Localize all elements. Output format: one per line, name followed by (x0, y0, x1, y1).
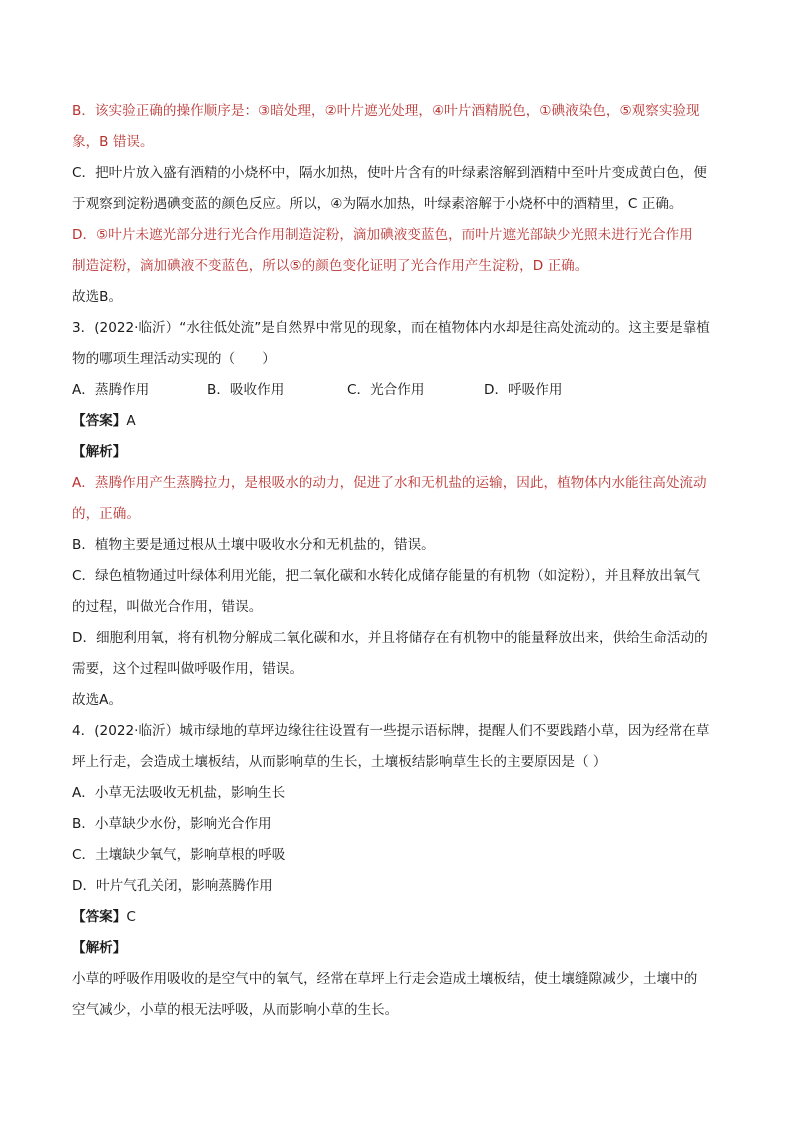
q3-analysis-d-line-1: D．细胞利用氧，将有机物分解成二氧化碳和水，并且将储存在有机物中的能量释放出来，供给生命活动的 (72, 630, 708, 646)
q4-answer (72, 902, 724, 933)
q2-option-c-analysis-line-2: 于观察到淀粉遇碘变蓝的颜色反应。所以，④为隔水加热，叶绿素溶解于小烧杯中的酒精里，C 正确。 (72, 196, 683, 212)
q3-answer (72, 406, 724, 437)
q2-option-b-analysis-line-1: B．该实验正确的操作顺序是：③暗处理，②叶片遮光处理，④叶片酒精脱色，①碘液染色，⑤观察实验现 (72, 103, 700, 119)
q4-stem-line-2: 坪上行走，会造成土壤板结，从而影响草的生长，土壤板结影响草生长的主要原因是（ ） (72, 754, 607, 770)
q3-conclusion: 故选A。 (72, 692, 123, 708)
q4-option-c: C．土壤缺少氧气，影响草根的呼吸 (72, 847, 286, 863)
q2-option-b-analysis-line-2: 象，B 错误。 (72, 134, 154, 150)
q4-analysis-line-2: 空气减少，小草的根无法呼吸，从而影响小草的生长。 (72, 1002, 399, 1018)
q4-answer-tag: 【答案】 (72, 909, 127, 925)
q4-option-d: D．叶片气孔关闭，影响蒸腾作用 (72, 878, 273, 894)
q4-option-a: A．小草无法吸收无机盐，影响生长 (72, 785, 286, 801)
q4-answer-value: C (126, 909, 136, 925)
q3-option-b: B．吸收作用 (207, 382, 285, 398)
q4-option-b: B．小草缺少水份，影响光合作用 (72, 816, 272, 832)
q3-option-d: D．呼吸作用 (484, 382, 563, 398)
q2-option-d-analysis-line-2: 制造淀粉，滴加碘液不变蓝色，所以⑤的颜色变化证明了光合作用产生淀粉，D 正确。 (72, 258, 589, 274)
q3-answer-tag: 【答案】 (72, 413, 127, 429)
q3-analysis-c-line-2: 的过程，叫做光合作用，错误。 (72, 599, 263, 615)
question-3 (72, 313, 724, 716)
q3-analysis-a-line-2: 的，正确。 (72, 506, 140, 522)
q2-option-c-analysis-line-1: C．把叶片放入盛有酒精的小烧杯中，隔水加热，使叶片含有的叶绿素溶解到酒精中至叶片变成黄白色，便 (72, 165, 707, 181)
q3-analysis-b-line-1: B．植物主要是通过根从土壤中吸收水分和无机盐的，错误。 (72, 537, 435, 553)
q2-conclusion: 故选B。 (72, 289, 123, 305)
q4-stem-line-1: 4．(2022·临沂）城市绿地的草坪边缘往往设置有一些提示语标牌，提醒人们不要践踏小草，因为经常在草 (72, 723, 710, 739)
q3-analysis-d-line-2: 需要，这个过程叫做呼吸作用，错误。 (72, 661, 304, 677)
q4-analysis-tag: 【解析】 (72, 940, 127, 956)
q3-options (72, 375, 724, 406)
q3-option-c: C．光合作用 (347, 382, 425, 398)
q3-option-a: A．蒸腾作用 (72, 382, 150, 398)
q3-stem-line-2: 物的哪项生理活动实现的（ ） (72, 351, 276, 367)
question-4 (72, 716, 724, 1026)
q4-analysis-line-1: 小草的呼吸作用吸收的是空气中的氧气，经常在草坪上行走会造成土壤板结，使土壤缝隙减少，土壤中的 (72, 971, 698, 987)
q3-analysis-tag: 【解析】 (72, 444, 127, 460)
document-page (72, 96, 724, 1026)
q2-option-d-analysis-line-1: D．⑤叶片未遮光部分进行光合作用制造淀粉，滴加碘液变蓝色，而叶片遮光部缺少光照未进行光合作用 (72, 227, 693, 243)
q3-analysis-a-line-1: A．蒸腾作用产生蒸腾拉力，是根吸水的动力，促进了水和无机盐的运输，因此，植物体内水能往高处流动 (72, 475, 707, 491)
question-2-analysis-continued (72, 96, 724, 313)
q3-stem-line-1: 3．(2022·临沂）“水往低处流”是自然界中常见的现象，而在植物体内水却是往高处流动的。这主要是靠植 (72, 320, 710, 336)
q3-answer-value: A (126, 413, 136, 429)
q3-analysis-c-line-1: C．绿色植物通过叶绿体利用光能，把二氧化碳和水转化成储存能量的有机物（如淀粉），并且释放出氧气 (72, 568, 701, 584)
